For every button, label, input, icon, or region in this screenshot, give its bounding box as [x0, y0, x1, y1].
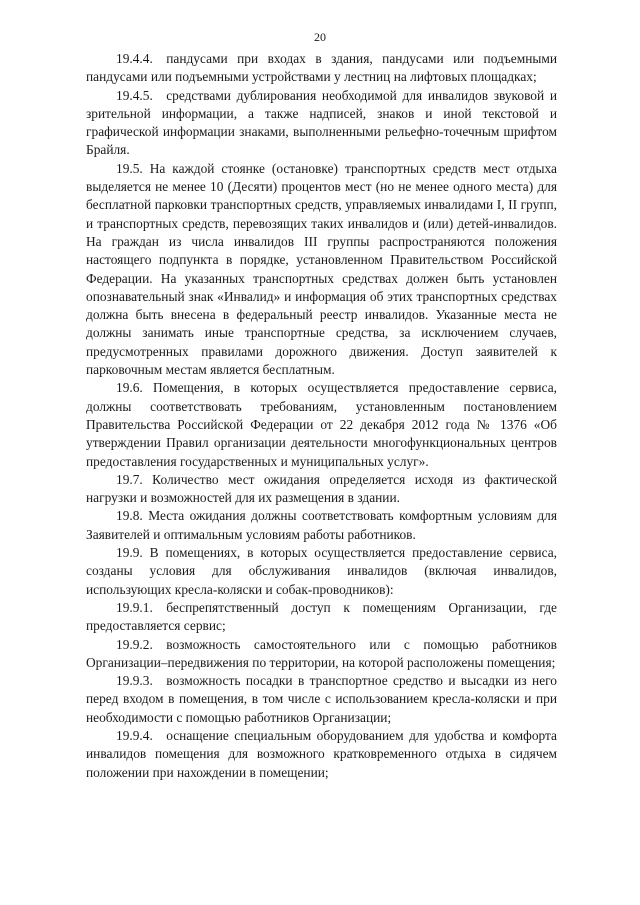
paragraph-19-7: 19.7. Количество мест ожидания определяется исходя из фактической нагрузки и возможностей для их размещения в здании.	[86, 471, 557, 506]
page-number: 20	[314, 30, 326, 44]
paragraph-19-9: 19.9. В помещениях, в которых осуществляется предоставление сервиса, созданы условия для обслуживания инвалидов (включая инвалидов, использующих кресла-коляски и собак-проводников):	[86, 545, 557, 597]
paragraph-19-4-4: 19.4.4. пандусами при входах в здания, пандусами или подъемными пандусами или подъемными устройствами у лестниц на лифтовых площадках;	[86, 51, 557, 85]
paragraph-19-9-1: 19.9.1. беспрепятственный доступ к помещениям Организации, где предоставляется сервис;	[86, 599, 557, 634]
paragraph-19-4-5: 19.4.5. средствами дублирования необходимой для инвалидов звуковой и зрительной информации, а также надписей, знаков и иной текстовой и графической информации знаками, выполненными рельефно-точечным шрифтом Брайля.	[86, 87, 557, 158]
document-body	[86, 50, 557, 782]
paragraph-19-9-2: 19.9.2. возможность самостоятельного или с помощью работников Организации–передвижения по территории, на которой расположены помещения;	[86, 636, 557, 670]
paragraph-19-8: 19.8. Места ожидания должны соответствовать комфортным условиям для Заявителей и оптимальным условиям работы работников.	[86, 508, 557, 542]
paragraph-19-5: 19.5. На каждой стоянке (остановке) транспортных средств мест отдыха выделяется не менее 10 (Десяти) процентов мест (но не менее одного места) для бесплатной парковки транспортных средств, управляемых инвалидами I, II групп, и транспортных средств, перевозящих таких инвалидов и (или) детей-инвалидов. На граждан из числа инвалидов III группы распространяются положения настоящего подпункта в порядке, установленном Правительством Российской Федерации. На указанных транспортных средствах должен быть установлен опознавательный знак «Инвалид» и информация об этих транспортных средствах должна быть внесена в федеральный реестр инвалидов. Указанные места не должны занимать иные транспортные средства, за исключением случаев, предусмотренных правилами дорожного движения. Доступ заявителей к парковочным местам является бесплатным.	[86, 160, 557, 378]
paragraph-19-9-4: 19.9.4. оснащение специальным оборудованием для удобства и комфорта инвалидов помещения для возможного кратковременного отдыха в сидячем положении при нахождении в помещении;	[86, 727, 557, 780]
paragraph-19-6: 19.6. Помещения, в которых осуществляется предоставление сервиса, должны соответствовать требованиям, установленным постановлением Правительства Российской Федерации от 22 декабря 2012 года № 1376 «Об утверждении Правил организации деятельности многофункциональных центров предоставления государственных и муниципальных услуг».	[86, 380, 557, 469]
paragraph-19-9-3: 19.9.3. возможность посадки в транспортное средство и высадки из него перед входом в помещения, в том числе с использованием кресла-коляски и при необходимости с помощью работников Организации;	[86, 673, 557, 725]
